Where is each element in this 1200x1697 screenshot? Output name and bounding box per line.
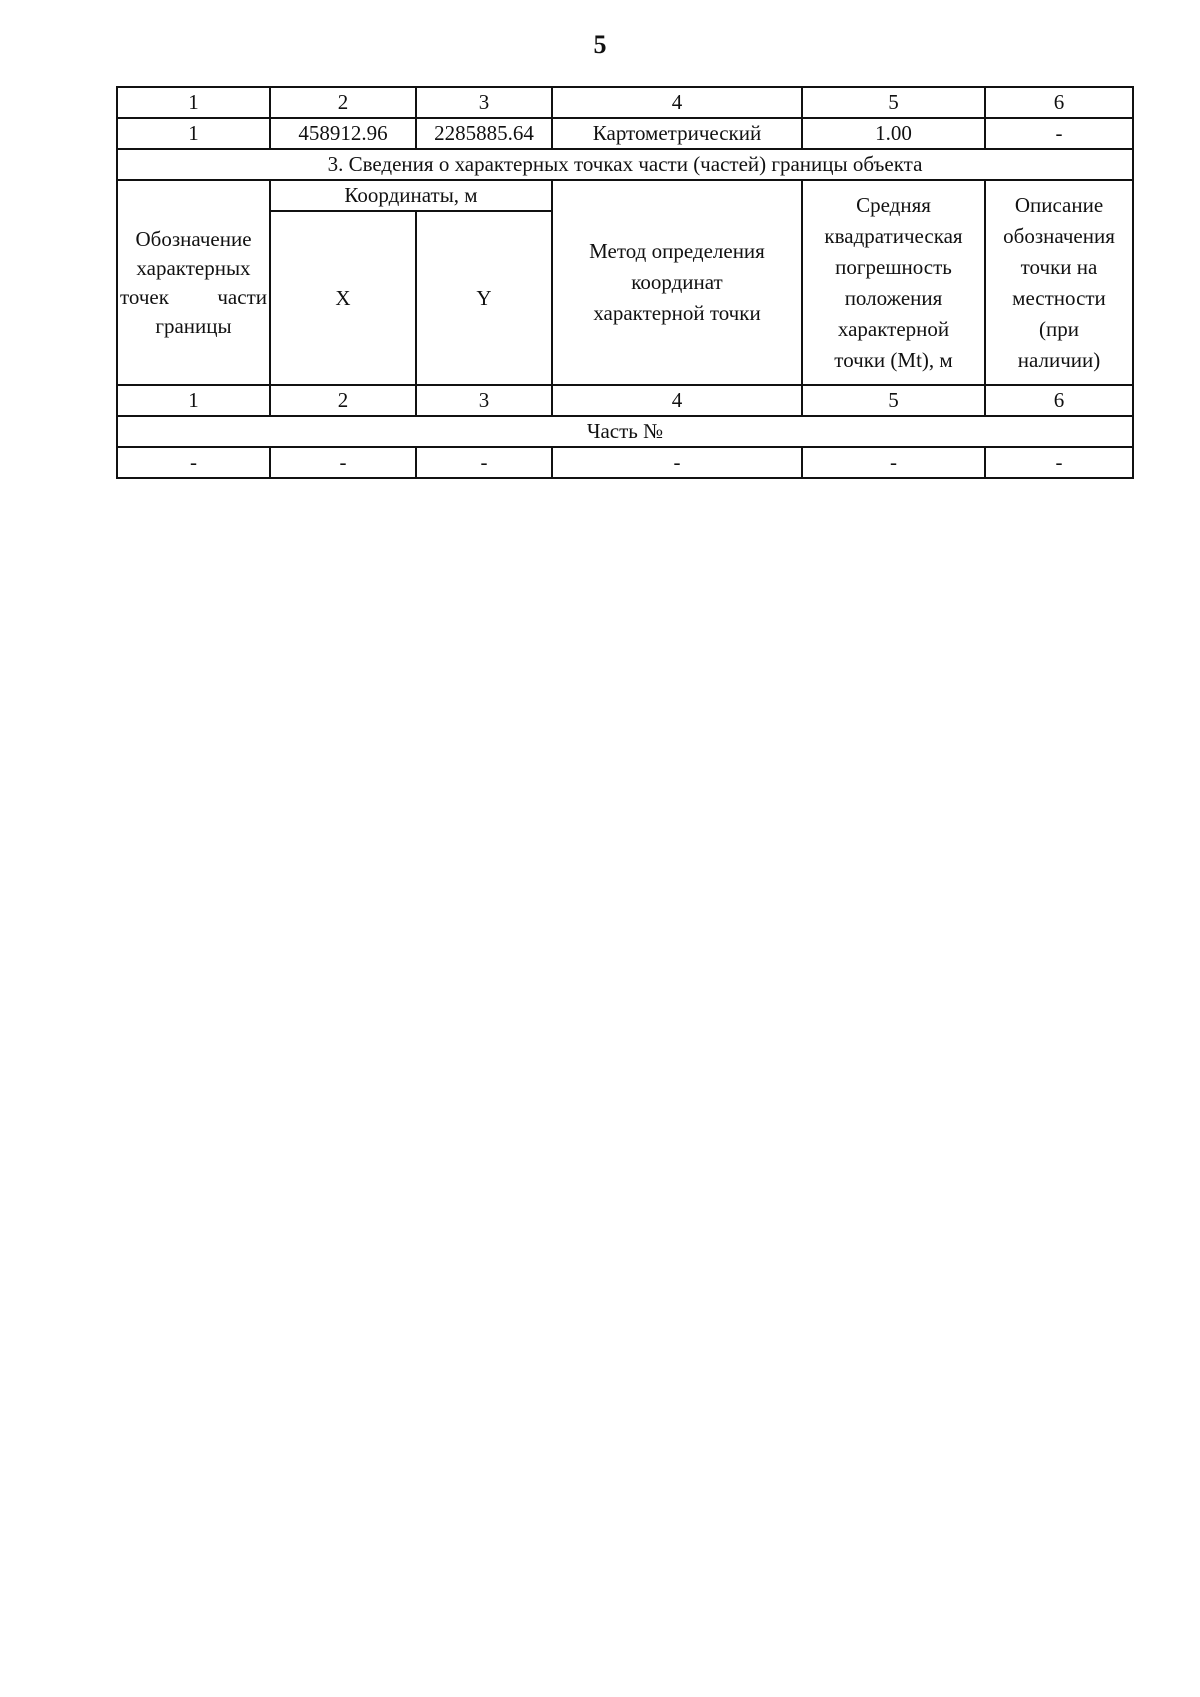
- page-number: 5: [593, 30, 607, 59]
- col-number: 3: [416, 385, 552, 416]
- empty-cell: -: [117, 447, 270, 478]
- error-line: характерной: [837, 316, 950, 341]
- designation-line: точек: [120, 284, 169, 309]
- col-number: 4: [552, 87, 802, 118]
- table-row: [117, 447, 1133, 478]
- method-line: Метод определения: [589, 239, 765, 263]
- col-number: 3: [416, 87, 552, 118]
- table-row: [117, 118, 1133, 149]
- part-row: [117, 416, 1133, 447]
- x-value: 458912.96: [270, 118, 416, 149]
- col-number: 5: [802, 87, 985, 118]
- col-number: 2: [270, 385, 416, 416]
- description-line: Описание: [1014, 192, 1104, 217]
- y-header: Y: [416, 211, 552, 385]
- description-value: -: [985, 118, 1133, 149]
- designation-header: [117, 180, 270, 385]
- header-row-top: [117, 180, 1133, 211]
- method-line: характерной точки: [593, 301, 761, 325]
- error-line: положения: [844, 285, 943, 310]
- error-line: Средняя: [856, 192, 931, 217]
- method-header: [552, 180, 802, 385]
- point-number: 1: [117, 118, 270, 149]
- error-line: точки (Mt), м: [834, 347, 953, 372]
- description-line: (при: [1039, 316, 1079, 341]
- col-number: 6: [985, 385, 1133, 416]
- empty-cell: -: [270, 447, 416, 478]
- col-number: 1: [117, 385, 270, 416]
- col-number: 4: [552, 385, 802, 416]
- description-line: точки на: [1020, 254, 1098, 279]
- col-number: 1: [117, 87, 270, 118]
- description-line: обозначения: [1003, 223, 1115, 248]
- method-value: Картометрический: [552, 118, 802, 149]
- designation-line: характерных: [136, 255, 251, 280]
- error-line: погрешность: [835, 254, 952, 279]
- col-number: 6: [985, 87, 1133, 118]
- section-title: 3. Сведения о характерных точках части (частей) границы объекта: [117, 149, 1133, 180]
- col-number: 5: [802, 385, 985, 416]
- empty-cell: -: [985, 447, 1133, 478]
- empty-cell: -: [416, 447, 552, 478]
- designation-line: части: [217, 284, 267, 309]
- empty-cell: -: [802, 447, 985, 478]
- y-value: 2285885.64: [416, 118, 552, 149]
- error-line: квадратическая: [824, 223, 963, 248]
- description-line: наличии): [1017, 347, 1101, 372]
- designation-line: Обозначение: [135, 226, 252, 251]
- description-header: [985, 180, 1133, 385]
- method-line: координат: [631, 270, 723, 294]
- column-number-row: [117, 385, 1133, 416]
- x-header: X: [270, 211, 416, 385]
- coordinates-header: Координаты, м: [270, 180, 552, 211]
- part-label: Часть №: [117, 416, 1133, 447]
- empty-cell: -: [552, 447, 802, 478]
- description-line: местности: [1012, 285, 1106, 310]
- error-value: 1.00: [802, 118, 985, 149]
- coordinates-table: [116, 86, 1134, 479]
- column-number-row: [117, 87, 1133, 118]
- section-title-row: [117, 149, 1133, 180]
- designation-line: границы: [155, 313, 232, 338]
- error-header: [802, 180, 985, 385]
- col-number: 2: [270, 87, 416, 118]
